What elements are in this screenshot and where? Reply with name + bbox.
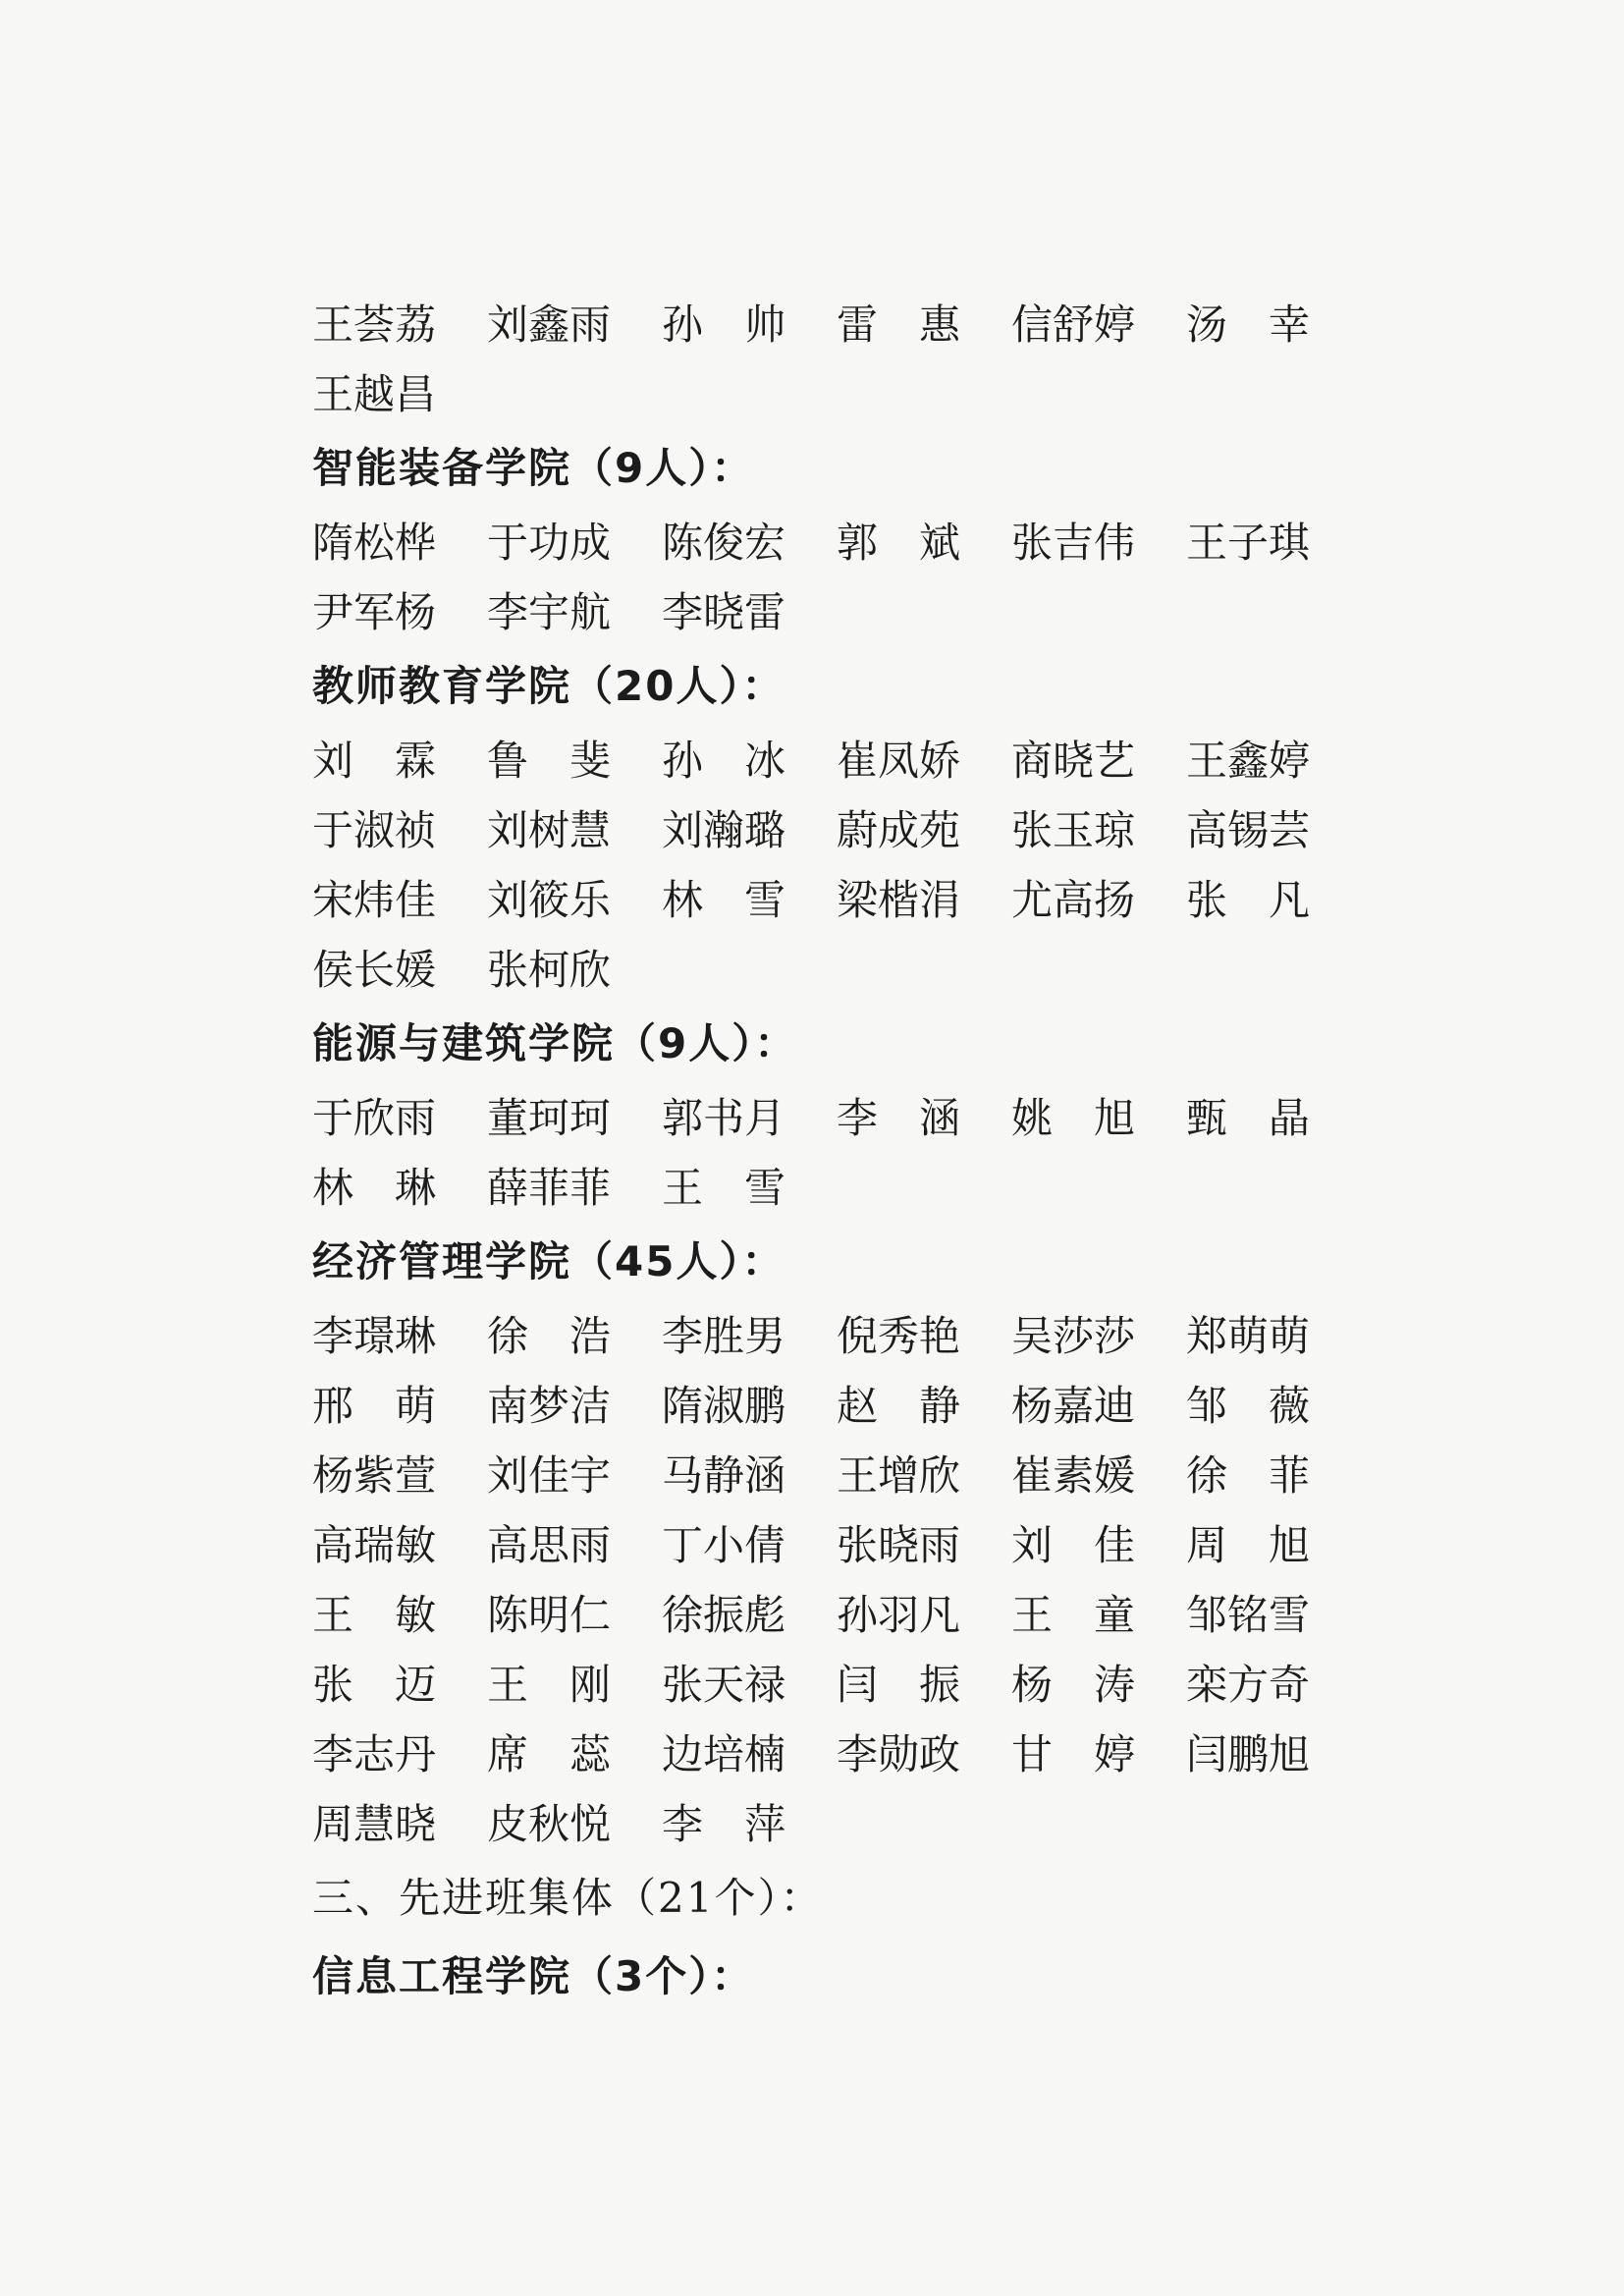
section-heading: 经济管理学院（45人）： — [312, 1237, 785, 1285]
person-name: 薛菲菲 — [487, 1163, 612, 1212]
person-name: 于淑祯 — [312, 805, 437, 854]
person-name: 郑萌萌 — [1186, 1311, 1311, 1360]
person-name: 林 琳 — [312, 1163, 437, 1212]
name-row — [312, 505, 1333, 574]
name-row — [312, 1577, 1333, 1647]
person-name: 隋淑鹏 — [662, 1381, 786, 1430]
person-name: 丁小倩 — [662, 1520, 786, 1569]
section-heading: 三、先进班集体（21个）： — [312, 1874, 824, 1922]
person-name: 李宇航 — [487, 587, 612, 636]
name-row — [312, 1647, 1333, 1717]
person-name: 信舒婷 — [1011, 300, 1136, 349]
person-name: 陈俊宏 — [662, 518, 786, 567]
person-name: 汤 幸 — [1186, 300, 1311, 349]
person-name: 吴莎莎 — [1011, 1311, 1136, 1360]
person-name: 周慧晓 — [312, 1799, 437, 1848]
person-name: 王增欣 — [837, 1450, 961, 1500]
person-name: 倪秀艳 — [837, 1311, 961, 1360]
person-name: 隋松桦 — [312, 518, 437, 567]
person-name: 鲁 斐 — [487, 736, 612, 785]
person-name: 刘佳宇 — [487, 1450, 612, 1500]
person-name: 郭书月 — [662, 1093, 786, 1142]
person-name: 李晓雷 — [662, 587, 786, 636]
person-name: 于功成 — [487, 518, 612, 567]
person-name: 徐 菲 — [1186, 1450, 1311, 1500]
person-name: 梁楷涓 — [837, 875, 961, 924]
person-name: 邹铭雪 — [1186, 1590, 1311, 1639]
person-name: 侯长媛 — [312, 945, 437, 994]
person-name: 杨 涛 — [1011, 1660, 1136, 1709]
person-name: 刘鑫雨 — [487, 300, 612, 349]
document-body — [312, 287, 1333, 2013]
person-name: 李勋政 — [837, 1729, 961, 1778]
name-row — [312, 723, 1333, 793]
person-name: 徐 浩 — [487, 1311, 612, 1360]
section-heading: 信息工程学院（3个）： — [312, 1952, 755, 2000]
person-name: 张玉琼 — [1011, 805, 1136, 854]
section-heading: 能源与建筑学院（9人）： — [312, 1019, 798, 1067]
section-heading: 智能装备学院（9人）： — [312, 444, 755, 492]
person-name: 张天禄 — [662, 1660, 786, 1709]
person-name: 张晓雨 — [837, 1520, 961, 1569]
person-name: 高瑞敏 — [312, 1520, 437, 1569]
person-name: 李胜男 — [662, 1311, 786, 1360]
name-row — [312, 356, 1333, 426]
person-name: 边培楠 — [662, 1729, 786, 1778]
person-name: 王荟荔 — [312, 300, 437, 349]
person-name: 皮秋悦 — [487, 1799, 612, 1848]
person-name: 闫 振 — [837, 1660, 961, 1709]
person-name: 董珂珂 — [487, 1093, 612, 1142]
person-name: 王 雪 — [662, 1163, 786, 1212]
person-name: 栾方奇 — [1186, 1660, 1311, 1709]
person-name: 刘筱乐 — [487, 875, 612, 924]
person-name: 宋炜佳 — [312, 875, 437, 924]
name-row — [312, 1080, 1333, 1150]
person-name: 李 涵 — [837, 1093, 961, 1142]
person-name: 甘 婷 — [1011, 1729, 1136, 1778]
person-name: 赵 静 — [837, 1381, 961, 1430]
person-name: 南梦洁 — [487, 1381, 612, 1430]
person-name: 张柯欣 — [487, 945, 612, 994]
person-name: 陈明仁 — [487, 1590, 612, 1639]
person-name: 高思雨 — [487, 1520, 612, 1569]
section-heading: 教师教育学院（20人）： — [312, 662, 785, 710]
person-name: 高锡芸 — [1186, 805, 1311, 854]
person-name: 孙羽凡 — [837, 1590, 961, 1639]
person-name: 张 凡 — [1186, 875, 1311, 924]
name-row — [312, 287, 1333, 356]
person-name: 徐振彪 — [662, 1590, 786, 1639]
name-row — [312, 862, 1333, 932]
person-name: 商晓艺 — [1011, 736, 1136, 785]
person-name: 刘树慧 — [487, 805, 612, 854]
person-name: 郭 斌 — [837, 518, 961, 567]
person-name: 蔚成苑 — [837, 805, 961, 854]
person-name: 雷 惠 — [837, 300, 961, 349]
person-name: 刘 佳 — [1011, 1520, 1136, 1569]
person-name: 李 萍 — [662, 1799, 786, 1848]
name-row — [312, 1717, 1333, 1786]
person-name: 李璟琳 — [312, 1311, 437, 1360]
person-name: 姚 旭 — [1011, 1093, 1136, 1142]
name-row — [312, 932, 1333, 1002]
person-name: 尤高扬 — [1011, 875, 1136, 924]
person-name: 马静涵 — [662, 1450, 786, 1500]
person-name: 张 迈 — [312, 1660, 437, 1709]
person-name: 王 刚 — [487, 1660, 612, 1709]
person-name: 王越昌 — [312, 369, 437, 418]
person-name: 周 旭 — [1186, 1520, 1311, 1569]
person-name: 王鑫婷 — [1186, 736, 1311, 785]
person-name: 王 童 — [1011, 1590, 1136, 1639]
person-name: 刘 霖 — [312, 736, 437, 785]
person-name: 邢 萌 — [312, 1381, 437, 1430]
person-name: 王 敏 — [312, 1590, 437, 1639]
person-name: 孙 帅 — [662, 300, 786, 349]
person-name: 席 蕊 — [487, 1729, 612, 1778]
person-name: 刘瀚璐 — [662, 805, 786, 854]
person-name: 王子琪 — [1186, 518, 1311, 567]
person-name: 林 雪 — [662, 875, 786, 924]
person-name: 张吉伟 — [1011, 518, 1136, 567]
name-row — [312, 1507, 1333, 1577]
name-row — [312, 574, 1333, 644]
person-name: 李志丹 — [312, 1729, 437, 1778]
person-name: 崔素媛 — [1011, 1450, 1136, 1500]
name-row — [312, 1150, 1333, 1220]
person-name: 尹军杨 — [312, 587, 437, 636]
name-row — [312, 1438, 1333, 1507]
name-row — [312, 1368, 1333, 1438]
name-row — [312, 1786, 1333, 1856]
person-name: 杨紫萱 — [312, 1450, 437, 1500]
person-name: 崔凤娇 — [837, 736, 961, 785]
person-name: 闫鹏旭 — [1186, 1729, 1311, 1778]
name-row — [312, 793, 1333, 862]
person-name: 甄 晶 — [1186, 1093, 1311, 1142]
person-name: 邹 薇 — [1186, 1381, 1311, 1430]
person-name: 杨嘉迪 — [1011, 1381, 1136, 1430]
name-row — [312, 1298, 1333, 1368]
person-name: 孙 冰 — [662, 736, 786, 785]
person-name: 于欣雨 — [312, 1093, 437, 1142]
